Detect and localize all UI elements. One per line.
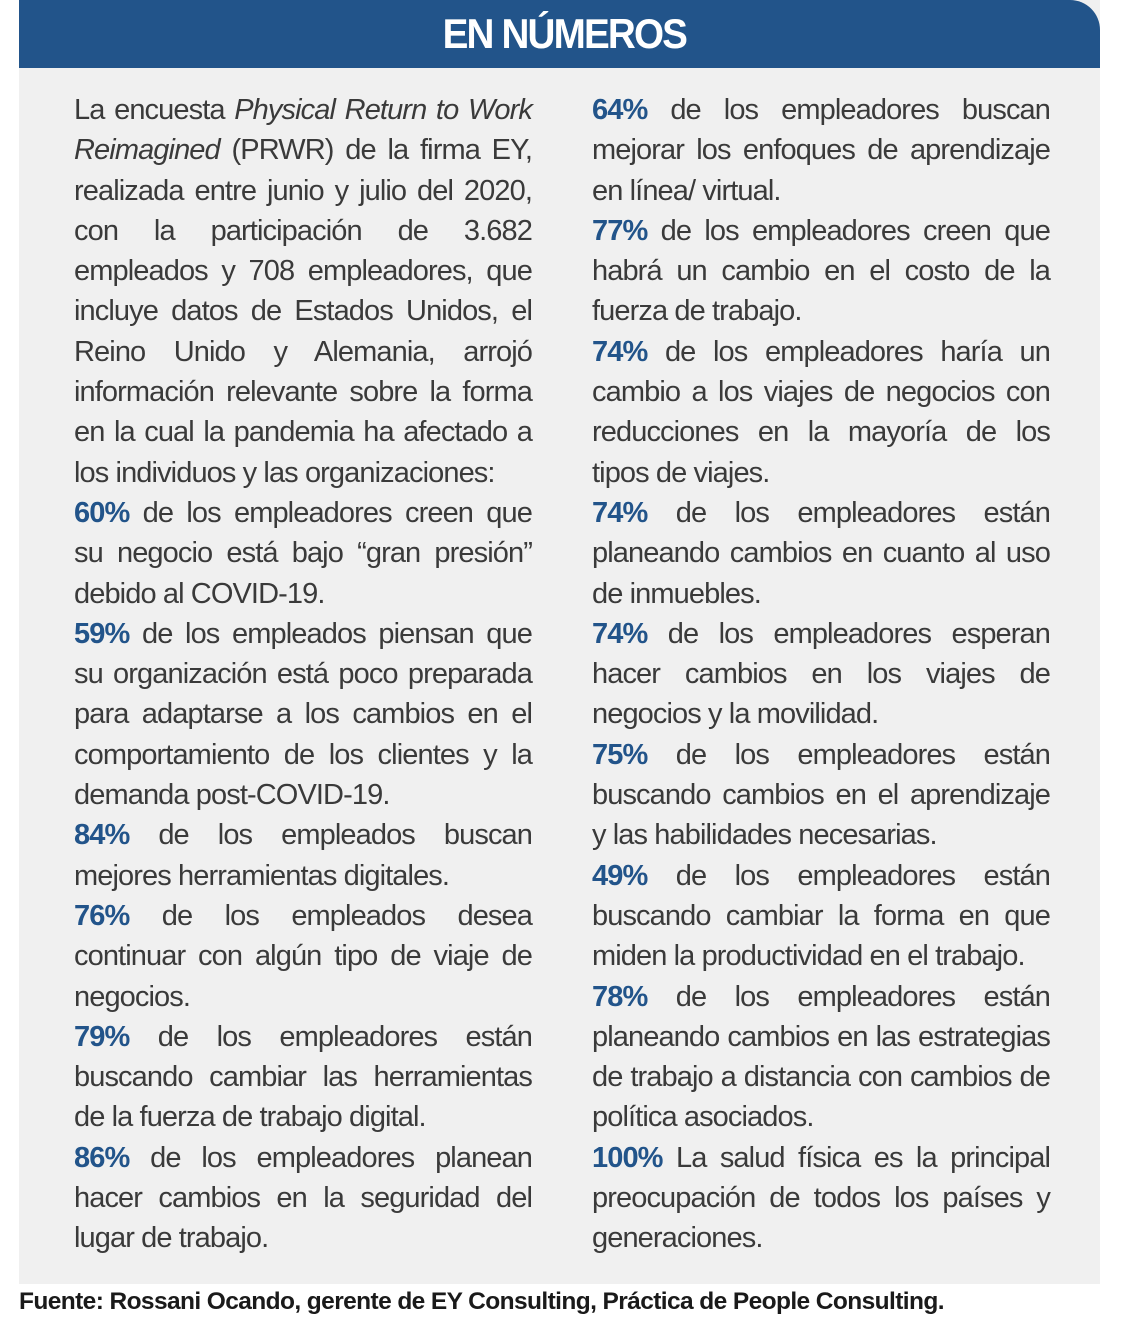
stat-item — [592, 1138, 1050, 1259]
stat-item — [592, 332, 1050, 493]
stat-text: de los empleados desea continuar con algún tipo de viaje de negocios. — [74, 899, 532, 1013]
stat-percent: 86% — [74, 1141, 130, 1174]
left-column — [74, 90, 532, 1259]
stat-item — [592, 614, 1050, 735]
stat-item — [74, 896, 532, 1017]
stat-item — [592, 90, 1050, 211]
stat-percent: 74% — [592, 617, 648, 650]
stat-percent: 59% — [74, 617, 130, 650]
stat-percent: 100% — [592, 1141, 663, 1174]
stat-item — [592, 856, 1050, 977]
header-banner — [19, 0, 1100, 68]
stat-percent: 76% — [74, 899, 130, 932]
stat-percent: 74% — [592, 335, 648, 368]
stat-percent: 74% — [592, 496, 648, 529]
stat-percent: 64% — [592, 94, 648, 126]
stat-text: de los empleadores haría un cambio a los viajes de negocios con reducciones en la mayoría de los tipos de viajes. — [592, 335, 1050, 489]
page-title: EN NÚMEROS — [442, 10, 687, 57]
stat-percent: 79% — [74, 1020, 130, 1053]
stat-text: de los empleadores están buscando cambiar la forma en que miden la productividad en el trabajo. — [592, 859, 1050, 973]
intro-paragraph — [74, 90, 532, 493]
stat-item — [592, 735, 1050, 856]
stat-text: de los empleadores están planeando cambios en cuanto al uso de inmuebles. — [592, 496, 1050, 610]
stat-item — [592, 493, 1050, 614]
stat-percent: 78% — [592, 980, 648, 1013]
stat-item — [74, 815, 532, 896]
stat-item — [74, 614, 532, 815]
stat-text: de los empleados buscan mejores herramientas digitales. — [74, 819, 532, 892]
stat-item — [74, 493, 532, 614]
stat-percent: 60% — [74, 496, 130, 529]
stat-item — [74, 1138, 532, 1259]
stat-text: de los empleadores creen que habrá un cambio en el costo de la fuerza de trabajo. — [592, 214, 1050, 328]
stat-percent: 77% — [592, 214, 648, 247]
stat-text: La salud física es la principal preocupación de todos los países y generaciones. — [592, 1141, 1050, 1255]
stat-percent: 49% — [592, 859, 648, 892]
stat-text: de los empleados piensan que su organización está poco preparada para adaptarse a los cambios en el comportamiento de los clientes y la demanda post-COVID-19. — [74, 617, 532, 812]
stat-text: de los empleadores están buscando cambios en el aprendizaje y las habilidades necesarias. — [592, 738, 1050, 852]
stat-item — [592, 211, 1050, 332]
stat-item — [592, 977, 1050, 1138]
stat-text: de los empleadores están planeando cambios en las estrategias de trabajo a distancia con cambios de política asociados. — [592, 980, 1050, 1134]
intro-text-start: La encuesta — [74, 94, 235, 126]
source-note: Fuente: Rossani Ocando, gerente de EY Consulting, Práctica de People Consulting. — [19, 1288, 944, 1315]
right-column — [592, 90, 1050, 1259]
survey-name: Physical Return to Work Reimagined — [74, 94, 533, 167]
stat-percent: 84% — [74, 819, 130, 852]
stat-item — [74, 1017, 532, 1138]
stat-text: de los empleadores creen que su negocio está bajo “gran presión” debido al COVID-19. — [74, 496, 532, 610]
stat-text: de los empleadores esperan hacer cambios en los viajes de negocios y la movilidad. — [592, 617, 1050, 731]
stat-text: de los empleadores planean hacer cambios en la seguridad del lugar de trabajo. — [74, 1141, 532, 1255]
stat-text: de los empleadores están buscando cambiar las herramientas de la fuerza de trabajo digital. — [74, 1020, 532, 1134]
stat-percent: 75% — [592, 738, 648, 771]
intro-text-end: (PRWR) de la firma EY, realizada entre junio y julio del 2020, con la participación de 3.682 empleados y 708 empleadores, que incluye datos de Estados Unidos, el Reino Unido y Alemania, arrojó información relevante sobre la forma en la cual la pandemia ha afectado a los individuos y las organizaciones: — [74, 134, 532, 489]
stat-text: de los empleadores buscan mejorar los enfoques de aprendizaje en línea/ virtual. — [592, 94, 1050, 207]
